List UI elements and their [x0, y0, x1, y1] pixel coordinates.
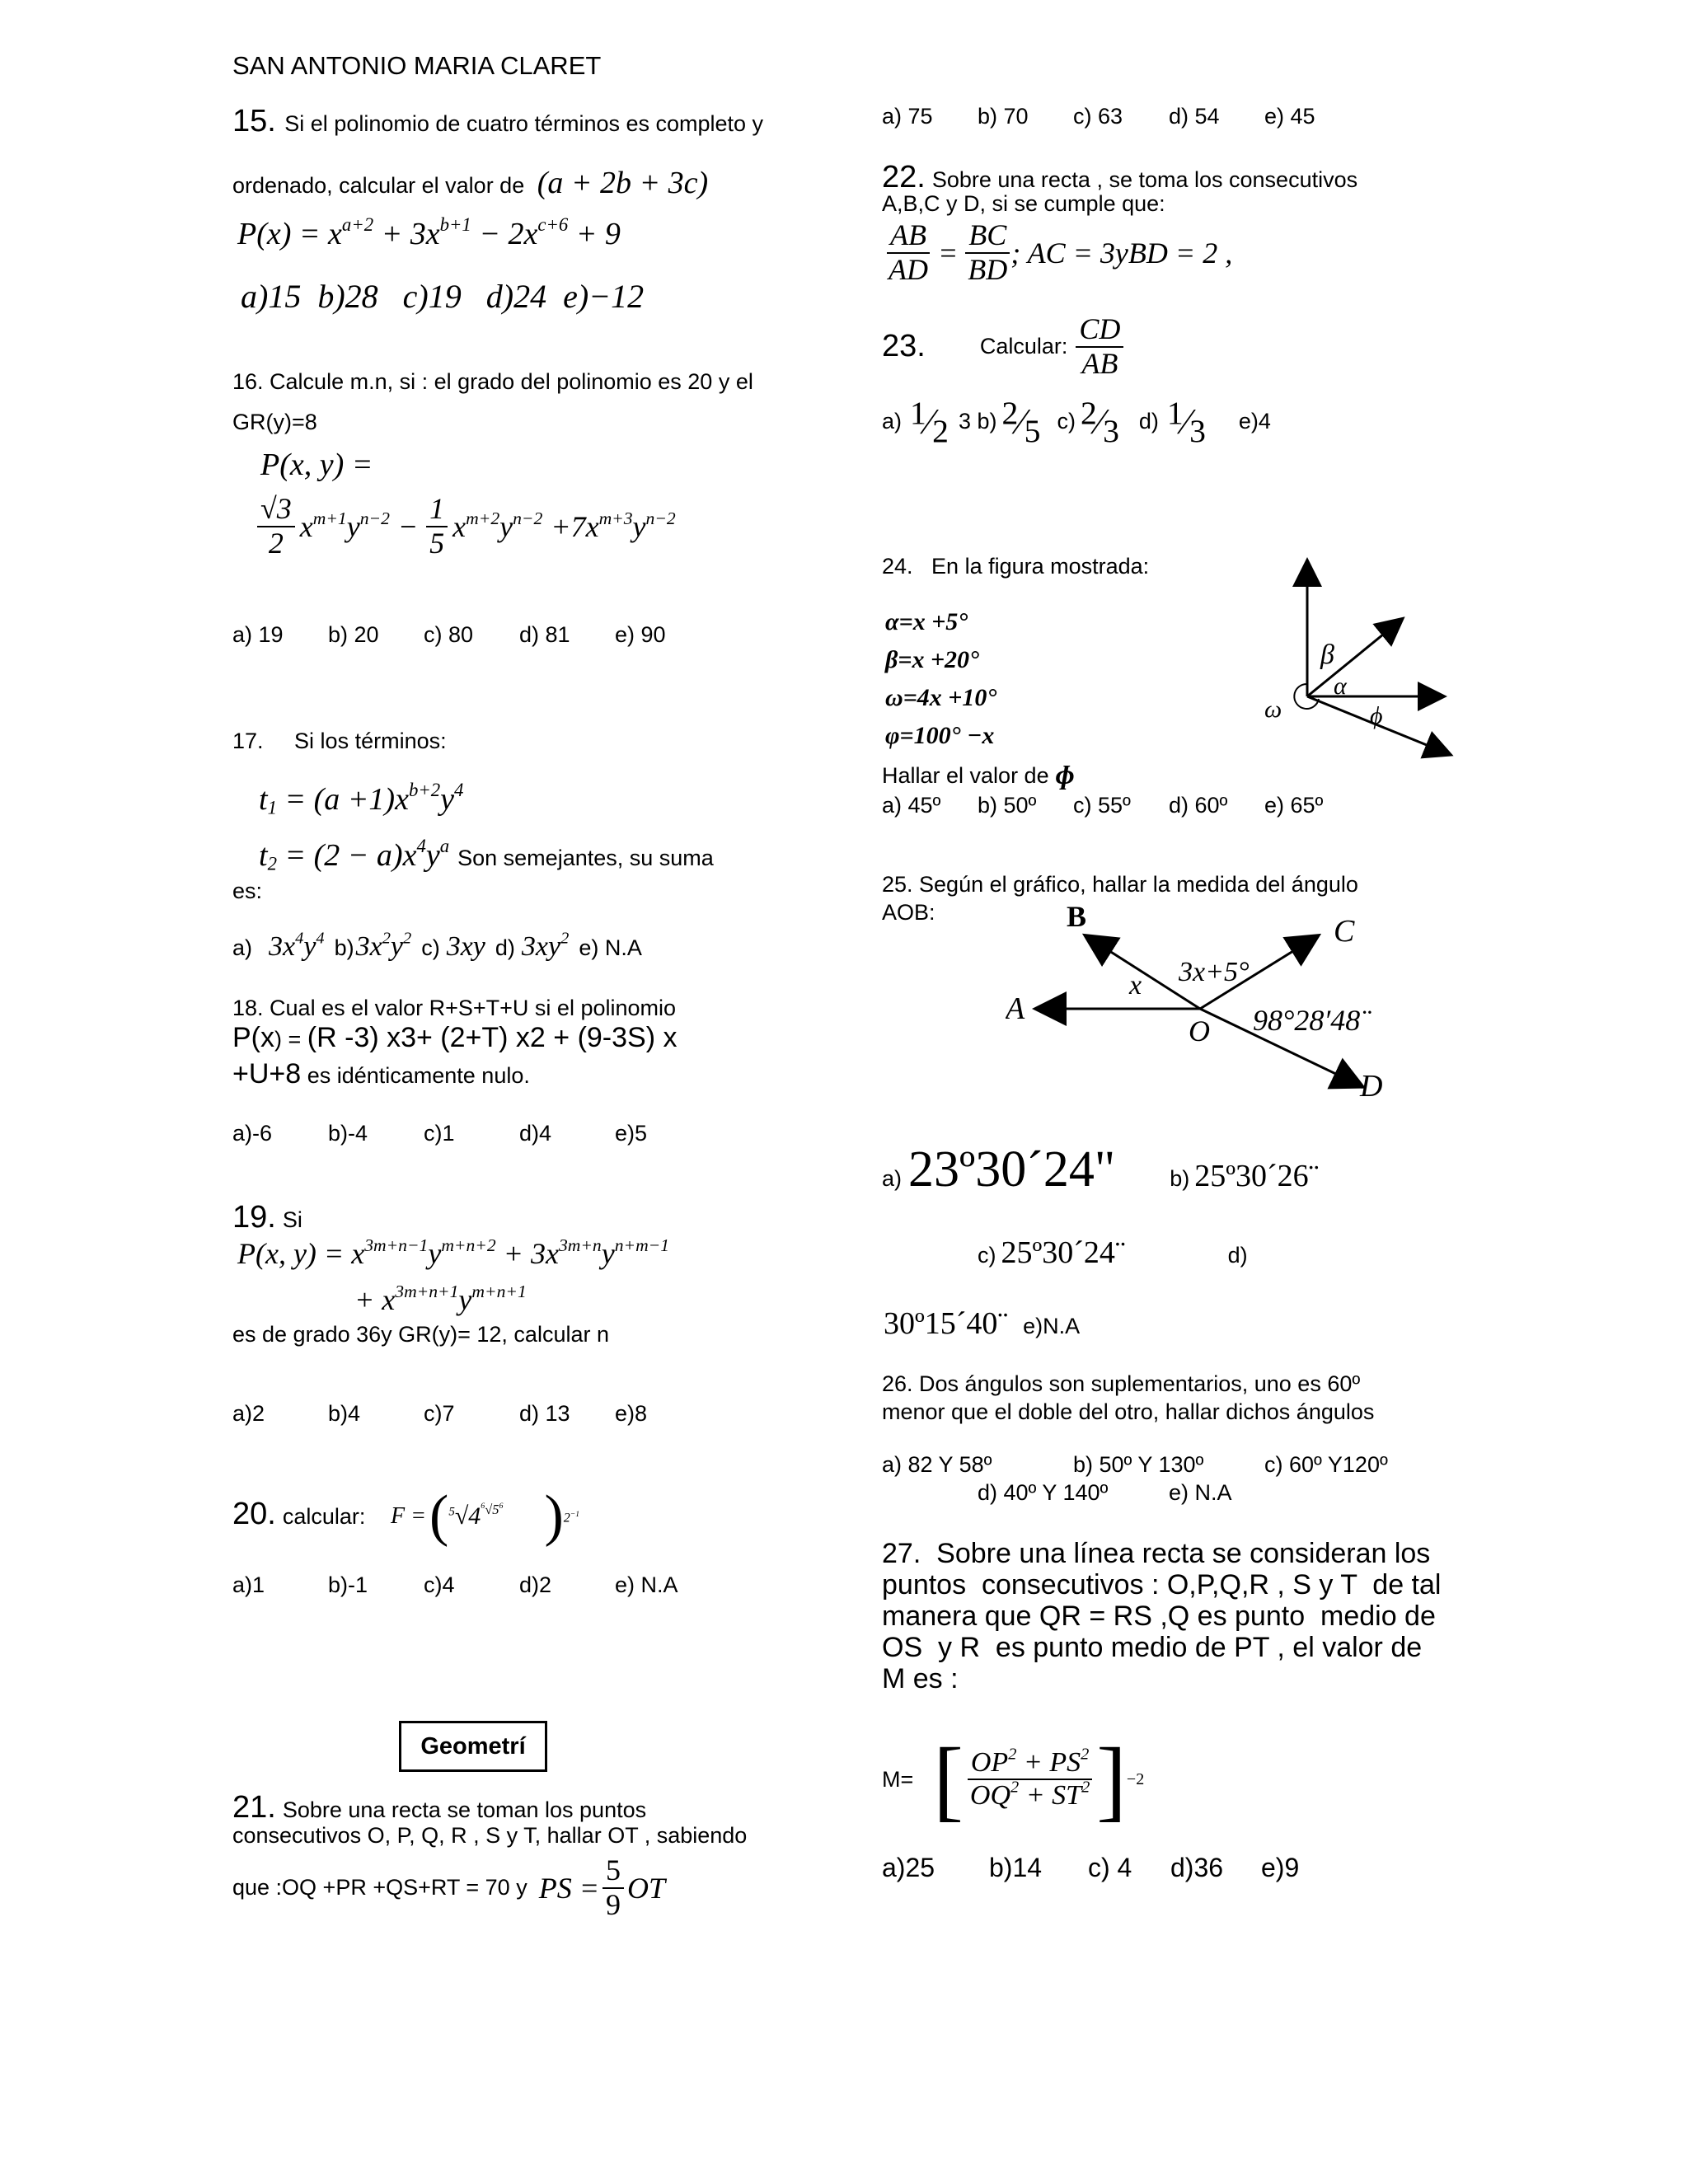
label-3x5: 3x+5°: [1179, 957, 1250, 987]
question-18-line3: +U+8 es idénticamente nulo.: [232, 1058, 530, 1090]
options-15: a)15 b)28 c)19 d)24 e)−12: [241, 278, 645, 315]
question-21-line2: consecutivos O, P, Q, R , S y T, hallar OT , sabiendo: [232, 1823, 748, 1848]
question-19: 19. Si: [232, 1200, 302, 1235]
label-A: A: [1006, 991, 1025, 1026]
question-15: [232, 104, 763, 139]
phi-slash-icon: ɸ: [1055, 760, 1075, 790]
eq-beta: β=x +20°: [885, 646, 980, 673]
term-t1: $t_1 = (a +1)x^{b+2}y^4$: [259, 780, 464, 818]
question-15-line2: ordenado, calcular el valor de (a + 2b + 3c): [232, 166, 709, 200]
question-21-line3: que :OQ +PR +QS+RT = 70 y PS = $\frac{5}{9}$ OT: [232, 1854, 666, 1921]
eq-omega: ω=4x +10°: [885, 684, 997, 711]
question-26-line2: menor que el doble del otro, hallar dichos ángulos: [882, 1399, 1375, 1424]
question-17-es: es:: [232, 879, 263, 903]
question-17: 17. Si los términos:: [232, 729, 447, 753]
polynomial-19-line1: P(x, $y) = x^{3m+n-1}y^{m+n+2} + 3x^{3m+n}y^{n+m-1}$: [237, 1235, 670, 1270]
expression-abc: (a + 2b + 3c): [537, 166, 709, 200]
question-16-line2: GR(y)=8: [232, 410, 317, 434]
question-22-line2: A,B,C y D, si se cumple que:: [882, 191, 1165, 216]
question-27-line1: 27. Sobre una línea recta se consideran los: [882, 1538, 1431, 1569]
options-25-row3: 30º15´40¨ e)N.A: [884, 1306, 1081, 1341]
question-18: 18. Cual es el valor R+S+T+U si el polinomio: [232, 996, 677, 1020]
polynomial-19-line2: + $x^{3m+n+1}y^{m+n+1}$: [354, 1281, 527, 1316]
question-22: 22. Sobre una recta , se toma los consecutivos: [882, 160, 1358, 194]
options-20: a)1 b)-1 c)4 d)2 e) N.A: [232, 1572, 678, 1597]
polynomial-16-label: P(x, y) =: [260, 448, 373, 482]
options-25-row1: a) 23º30´24" b) 25º30´26¨: [882, 1141, 1320, 1197]
label-x: x: [1129, 970, 1142, 1001]
question-27-line4: OS y R es punto medio de PT , el valor de: [882, 1632, 1423, 1663]
question-number: 15.: [232, 104, 276, 138]
question-25-line2: AOB:: [882, 900, 935, 925]
geometry-section-title: Geometrí: [399, 1721, 547, 1772]
label-angle-value: 98°28′48¨: [1253, 1004, 1371, 1037]
options-19: a)2 b)4 c)7 d) 13 e)8: [232, 1401, 648, 1426]
question-27-line2: puntos consecutivos : O,P,Q,R , S y T de tal: [882, 1569, 1442, 1601]
question-18-line2: P(x ) = (R -3) x3+ (2+T) x2 + (9-3S) x: [232, 1022, 678, 1053]
question-16: 16. Calcule m.n, si : el grado del polinomio es 20 y el: [232, 369, 753, 394]
fraction-1-5: $\frac{1}{5}$: [426, 493, 448, 560]
label-D: D: [1360, 1069, 1383, 1096]
term-t2: $t_2 = (2 - a)x^4y^a$ Son semejantes, su suma: [259, 836, 714, 874]
options-24: a) 45º b) 50º c) 55º d) 60º e) 65º: [882, 793, 1324, 818]
label-phi: ϕ: [1370, 702, 1383, 729]
eq-alpha: α=x +5°: [885, 608, 968, 635]
figure-25-angles: [1006, 907, 1418, 1096]
question-24: 24. En la figura mostrada:: [882, 554, 1150, 579]
options-18: a)-6 b)-4 c)1 d)4 e)5: [232, 1121, 648, 1146]
question-26: 26. Dos ángulos son suplementarios, uno es 60º: [882, 1371, 1361, 1396]
figure-24-angles: [1261, 552, 1467, 766]
label-omega: ω: [1264, 696, 1282, 723]
label-beta: β: [1320, 640, 1334, 670]
options-17: a) $3x^4y^4$ b) $3x^2y^2$ c) 3xy d) $3xy^2$ e) N.A: [232, 929, 642, 962]
polynomial-16: $\frac{√3}{2}$ $x^{m+1}y^{n-2}$ − $\frac{1}{5}$ $x^{m+2}y^{n-2}$ $+7x^{m+3}y^{n-2}$: [257, 493, 684, 560]
label-C: C: [1334, 914, 1355, 949]
question-19-end: es de grado 36y GR(y)= 12, calcular n: [232, 1322, 609, 1347]
option-26-b: b) 50º Y 130º: [1073, 1452, 1204, 1477]
option-26-e: e) N.A: [1169, 1480, 1232, 1505]
label-B: B: [1067, 907, 1087, 933]
school-name: SAN ANTONIO MARIA CLARET: [232, 51, 602, 80]
options-23: a) $^1⁄_2$ 3 b) $^2⁄_5$ c) $^2⁄_3$ d) $^1⁄_3$ e)4: [882, 395, 1271, 449]
question-20: 20. calcular:: [232, 1497, 366, 1531]
options-21: a) 75 b) 70 c) 63 d) 54 e) 45: [882, 104, 1315, 129]
polynomial-15: $P(x) = x^{a+2} + 3x^{b+1} - 2x^{c+6} + 9$: [237, 214, 621, 251]
eq-phi: φ=100° −x: [885, 722, 995, 749]
question-27-line3: manera que QR = RS ,Q es punto medio de: [882, 1601, 1436, 1632]
question-25: 25. Según el gráfico, hallar la medida del ángulo: [882, 872, 1358, 897]
expression-27: M= [ $OP^2 + PS^2$ $OQ^2 + ST^2$ ] −2: [882, 1729, 1145, 1830]
question-21: 21. Sobre una recta se toman los puntos: [232, 1790, 647, 1825]
expression-20: F = ( $^5√4^{^6√5^6}$ ) $2^{-1}$: [391, 1484, 580, 1548]
label-O: O: [1189, 1015, 1210, 1047]
option-26-d: d) 40º Y 140º: [978, 1480, 1109, 1505]
fraction-sqrt3-2: $\frac{√3}{2}$: [257, 493, 295, 560]
options-25-row2: c) 25º30´24¨ d): [978, 1235, 1248, 1270]
question-text: Si el polinomio de cuatro términos es completo y: [284, 111, 764, 136]
question-27-line5: M es :: [882, 1663, 959, 1694]
option-26-a: a) 82 Y 58º: [882, 1452, 992, 1477]
options-16: a) 19 b) 20 c) 80 d) 81 e) 90: [232, 622, 666, 647]
options-27: a)25 b)14 c) 4 d)36 e)9: [882, 1853, 1300, 1882]
option-26-c: c) 60º Y120º: [1264, 1452, 1388, 1477]
question-24-ask: Hallar el valor de ɸ: [882, 760, 1075, 790]
question-23: 23. Calcular: $\frac{CD}{AB}$: [882, 313, 1123, 380]
ratio-22: $\frac{AB}{AD}$ = $\frac{BC}{BD}$ ; AC = 3yBD = 2 ,: [889, 218, 1233, 286]
label-alpha: α: [1334, 673, 1347, 700]
